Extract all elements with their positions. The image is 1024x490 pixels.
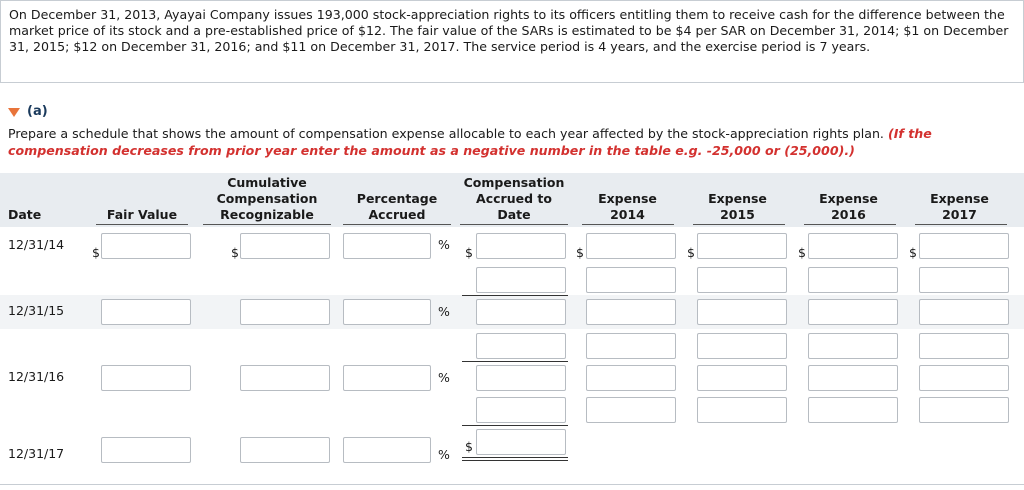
header-cum-comp-1: Cumulative: [227, 175, 307, 190]
part-label: (a): [27, 104, 48, 119]
header-comp-acc-3: Date: [497, 207, 531, 222]
pct-2016-input[interactable]: [343, 365, 431, 391]
header-pct-1: Percentage: [356, 191, 438, 206]
double-underline: [462, 457, 568, 461]
header-pct-2: Accrued: [368, 207, 426, 222]
dollar-sign: $: [465, 245, 473, 260]
part-a-header[interactable]: [8, 104, 48, 119]
comp-prior-2016-input[interactable]: [476, 397, 566, 423]
expense-2014-row2-input[interactable]: [586, 299, 676, 325]
percent-sign: %: [438, 304, 450, 319]
instructions-text: Prepare a schedule that shows the amount of compensation expense allocable to each year affected by the stock-appreciation rights plan.: [8, 126, 888, 141]
percent-sign: %: [438, 447, 450, 462]
expense-2014-row2b-input[interactable]: [586, 333, 676, 359]
expense-2015-row3-input[interactable]: [697, 365, 787, 391]
header-fair-value: Fair Value: [106, 207, 178, 222]
expense-2017-input[interactable]: [919, 233, 1009, 259]
header-underline: [96, 224, 188, 225]
expense-2015-row2b-input[interactable]: [697, 333, 787, 359]
expense-2014-row3b-input[interactable]: [586, 397, 676, 423]
total-line: [462, 361, 568, 362]
dollar-sign: $: [465, 439, 473, 454]
instructions-note: (If the compensation decreases from prior year enter the amount as a negative number in the table e.g. -25,000 or (25,000).): [8, 126, 932, 158]
header-exp2017-1: Expense: [930, 191, 989, 206]
header-underline: [343, 224, 451, 225]
expense-2016-row1b-input[interactable]: [808, 267, 898, 293]
dollar-sign: $: [909, 245, 917, 260]
expense-2017-row2b-input[interactable]: [919, 333, 1009, 359]
header-date: Date: [8, 207, 42, 222]
header-exp2016-1: Expense: [819, 191, 878, 206]
comp-acc-2017-input[interactable]: [476, 429, 566, 455]
percent-sign: %: [438, 237, 450, 252]
expense-2016-row2-input[interactable]: [808, 299, 898, 325]
expense-2015-row3b-input[interactable]: [697, 397, 787, 423]
header-underline: [203, 224, 331, 225]
expense-2016-input[interactable]: [808, 233, 898, 259]
row-date-2017: 12/31/17: [8, 446, 65, 461]
dollar-sign: $: [231, 245, 239, 260]
header-exp2015-2: 2015: [720, 207, 755, 222]
expense-2015-row2-input[interactable]: [697, 299, 787, 325]
cum-comp-2015-input[interactable]: [240, 299, 330, 325]
expense-2014-row3-input[interactable]: [586, 365, 676, 391]
expense-2017-row3-input[interactable]: [919, 365, 1009, 391]
table-header: [0, 173, 1024, 227]
schedule-table: [0, 173, 1024, 483]
expense-2015-input[interactable]: [697, 233, 787, 259]
problem-statement: [0, 0, 1024, 83]
pct-2015-input[interactable]: [343, 299, 431, 325]
header-cum-comp-3: Recognizable: [220, 207, 314, 222]
header-exp2014-1: Expense: [598, 191, 657, 206]
header-exp2014-2: 2014: [610, 207, 645, 222]
fair-value-2017-input[interactable]: [101, 437, 191, 463]
expense-2017-row2-input[interactable]: [919, 299, 1009, 325]
header-underline: [915, 224, 1007, 225]
header-underline: [804, 224, 896, 225]
collapse-triangle-icon[interactable]: [8, 108, 20, 117]
comp-acc-2016-input[interactable]: [476, 365, 566, 391]
header-exp2016-2: 2016: [831, 207, 866, 222]
expense-2014-input[interactable]: [586, 233, 676, 259]
total-line: [462, 295, 568, 296]
header-underline: [460, 224, 568, 225]
total-line: [462, 425, 568, 426]
expense-2014-row1b-input[interactable]: [586, 267, 676, 293]
header-comp-acc-2: Accrued to: [476, 191, 552, 206]
cum-comp-2017-input[interactable]: [240, 437, 330, 463]
dollar-sign: $: [576, 245, 584, 260]
row-date-2014: 12/31/14: [8, 237, 65, 252]
dollar-sign: $: [798, 245, 806, 260]
dollar-sign: $: [687, 245, 695, 260]
expense-2017-row3b-input[interactable]: [919, 397, 1009, 423]
problem-text: On December 31, 2013, Ayayai Company issues 193,000 stock-appreciation rights to its officers entitling them to receive cash for the difference between the market price of its stock and a pre-established price of $12. The fair value of the SARs is estimated to be $4 per SAR on December 31, 2014; $1 on December 31, 2015; $12 on December 31, 2016; and $11 on December 31, 2017. The service period is 4 years, and the exercise period is 7 years.: [9, 7, 1009, 54]
expense-2016-row2b-input[interactable]: [808, 333, 898, 359]
fair-value-2014-input[interactable]: [101, 233, 191, 259]
row-date-2015: 12/31/15: [8, 303, 65, 318]
header-exp2015-1: Expense: [708, 191, 767, 206]
cum-comp-2014-input[interactable]: [240, 233, 330, 259]
pct-2014-input[interactable]: [343, 233, 431, 259]
comp-acc-2014-input[interactable]: [476, 233, 566, 259]
header-exp2017-2: 2017: [942, 207, 977, 222]
header-underline: [693, 224, 785, 225]
section-divider: [0, 484, 1024, 490]
expense-2016-row3-input[interactable]: [808, 365, 898, 391]
fair-value-2016-input[interactable]: [101, 365, 191, 391]
percent-sign: %: [438, 370, 450, 385]
comp-acc-2015-input[interactable]: [476, 299, 566, 325]
row-date-2016: 12/31/16: [8, 369, 65, 384]
expense-2016-row3b-input[interactable]: [808, 397, 898, 423]
pct-2017-input[interactable]: [343, 437, 431, 463]
header-cum-comp-2: Compensation: [216, 191, 318, 206]
expense-2017-row1b-input[interactable]: [919, 267, 1009, 293]
expense-2015-row1b-input[interactable]: [697, 267, 787, 293]
header-underline: [582, 224, 674, 225]
comp-prior-2015-input[interactable]: [476, 333, 566, 359]
fair-value-2015-input[interactable]: [101, 299, 191, 325]
comp-prior-2014-input[interactable]: [476, 267, 566, 293]
cum-comp-2016-input[interactable]: [240, 365, 330, 391]
dollar-sign: $: [92, 245, 100, 260]
instructions: [8, 125, 1013, 159]
header-comp-acc-1: Compensation: [463, 175, 565, 190]
